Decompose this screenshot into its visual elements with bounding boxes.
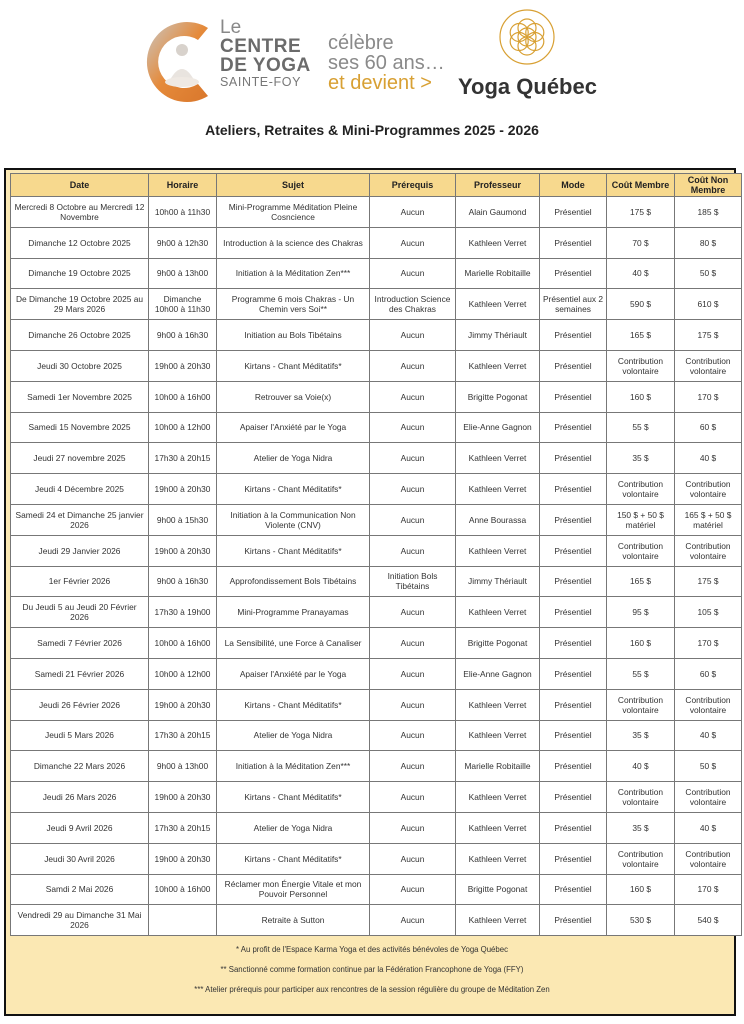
table-cell: 17h30 à 19h00 bbox=[149, 597, 217, 628]
table-cell: 175 $ bbox=[675, 566, 742, 597]
table-cell: Contribution volontaire bbox=[607, 782, 675, 813]
table-cell: Samdi 2 Mai 2026 bbox=[11, 874, 149, 905]
column-header: Horaire bbox=[149, 174, 217, 197]
table-cell: Samedi 21 Février 2026 bbox=[11, 658, 149, 689]
table-cell: 40 $ bbox=[607, 258, 675, 289]
table-cell: Aucun bbox=[370, 197, 456, 228]
table-cell: Introduction Science des Chakras bbox=[370, 289, 456, 320]
table-cell: Contribution volontaire bbox=[675, 689, 742, 720]
table-row bbox=[11, 720, 742, 751]
table-cell: Du Jeudi 5 au Jeudi 20 Février 2026 bbox=[11, 597, 149, 628]
header bbox=[0, 0, 744, 115]
table-cell: Présentiel bbox=[540, 197, 607, 228]
table-cell: Présentiel bbox=[540, 874, 607, 905]
table-cell: 80 $ bbox=[675, 227, 742, 258]
table-cell: Présentiel bbox=[540, 474, 607, 505]
table-cell: Aucun bbox=[370, 597, 456, 628]
table-cell: 35 $ bbox=[607, 720, 675, 751]
table-cell: Contribution volontaire bbox=[607, 535, 675, 566]
table-cell: Présentiel bbox=[540, 381, 607, 412]
table-cell: 55 $ bbox=[607, 658, 675, 689]
table-cell: 35 $ bbox=[607, 443, 675, 474]
table-cell: Contribution volontaire bbox=[607, 843, 675, 874]
table-cell: Dimanche 19 Octobre 2025 bbox=[11, 258, 149, 289]
table-cell: Jeudi 26 Mars 2026 bbox=[11, 782, 149, 813]
table-cell: Aucun bbox=[370, 751, 456, 782]
table-cell bbox=[149, 905, 217, 936]
table-cell: Retrouver sa Voie(x) bbox=[217, 381, 370, 412]
table-cell: Apaiser l'Anxiété par le Yoga bbox=[217, 412, 370, 443]
table-cell: Contribution volontaire bbox=[675, 843, 742, 874]
table-cell: Kathleen Verret bbox=[456, 227, 540, 258]
table-cell: Kirtans - Chant Méditatifs* bbox=[217, 474, 370, 505]
table-cell: Présentiel bbox=[540, 258, 607, 289]
table-cell: De Dimanche 19 Octobre 2025 au 29 Mars 2026 bbox=[11, 289, 149, 320]
column-header: Prérequis bbox=[370, 174, 456, 197]
table-row bbox=[11, 474, 742, 505]
table-cell: Contribution volontaire bbox=[675, 474, 742, 505]
table-cell: Kathleen Verret bbox=[456, 689, 540, 720]
table-cell: Aucun bbox=[370, 258, 456, 289]
table-cell: Samedi 7 Février 2026 bbox=[11, 628, 149, 659]
table-cell: Jeudi 30 Avril 2026 bbox=[11, 843, 149, 874]
table-cell: Aucun bbox=[370, 412, 456, 443]
table-cell: Kathleen Verret bbox=[456, 535, 540, 566]
table-row bbox=[11, 628, 742, 659]
table-cell: Présentiel bbox=[540, 443, 607, 474]
table-cell: 50 $ bbox=[675, 258, 742, 289]
table-cell: 165 $ + 50 $ matériel bbox=[675, 504, 742, 535]
table-cell: Mini-Programme Pranayamas bbox=[217, 597, 370, 628]
table-row bbox=[11, 535, 742, 566]
footnote: *** Atelier prérequis pour participer aux rencontres de la session régulière du groupe de Méditation Zen bbox=[194, 985, 550, 994]
table-cell: Aucun bbox=[370, 535, 456, 566]
table-cell: Présentiel bbox=[540, 812, 607, 843]
table-cell: Initiation au Bols Tibétains bbox=[217, 320, 370, 351]
table-cell: 9h00 à 12h30 bbox=[149, 227, 217, 258]
table-cell: 19h00 à 20h30 bbox=[149, 782, 217, 813]
table-cell: 150 $ + 50 $ matériel bbox=[607, 504, 675, 535]
table-row bbox=[11, 597, 742, 628]
table-row bbox=[11, 227, 742, 258]
table-cell: Présentiel bbox=[540, 782, 607, 813]
table-cell: Brigitte Pogonat bbox=[456, 381, 540, 412]
table-header-row bbox=[11, 174, 742, 197]
table-cell: 70 $ bbox=[607, 227, 675, 258]
table-row bbox=[11, 381, 742, 412]
table-cell: Réclamer mon Énergie Vitale et mon Pouvoir Personnel bbox=[217, 874, 370, 905]
table-cell: 165 $ bbox=[607, 566, 675, 597]
table-cell: Jeudi 4 Décembre 2025 bbox=[11, 474, 149, 505]
table-cell: 19h00 à 20h30 bbox=[149, 474, 217, 505]
table-cell: 17h30 à 20h15 bbox=[149, 443, 217, 474]
page-title: Ateliers, Retraites & Mini-Programmes 2025 - 2026 bbox=[205, 122, 539, 138]
yoga-quebec-logo bbox=[458, 8, 598, 108]
table-cell: Jimmy Thériault bbox=[456, 320, 540, 351]
table-cell: 540 $ bbox=[675, 905, 742, 936]
table-cell: Contribution volontaire bbox=[675, 350, 742, 381]
table-cell: 185 $ bbox=[675, 197, 742, 228]
table-cell: 160 $ bbox=[607, 381, 675, 412]
table-cell: Kathleen Verret bbox=[456, 782, 540, 813]
logo-centre: CENTRE bbox=[220, 36, 302, 57]
table-cell: Retraite à Sutton bbox=[217, 905, 370, 936]
table-cell: 105 $ bbox=[675, 597, 742, 628]
table-cell: Présentiel bbox=[540, 504, 607, 535]
table-cell: Kathleen Verret bbox=[456, 474, 540, 505]
table-cell: Jeudi 9 Avril 2026 bbox=[11, 812, 149, 843]
table-cell: La Sensibilité, une Force à Canaliser bbox=[217, 628, 370, 659]
table-cell: Initiation Bols Tibétains bbox=[370, 566, 456, 597]
table-cell: 1er Février 2026 bbox=[11, 566, 149, 597]
table-cell: 10h00 à 11h30 bbox=[149, 197, 217, 228]
table-row bbox=[11, 751, 742, 782]
table-cell: Présentiel bbox=[540, 843, 607, 874]
table-cell: 40 $ bbox=[675, 720, 742, 751]
table-cell: 19h00 à 20h30 bbox=[149, 535, 217, 566]
table-cell: 170 $ bbox=[675, 874, 742, 905]
table-cell: 17h30 à 20h15 bbox=[149, 720, 217, 751]
table-row bbox=[11, 258, 742, 289]
table-cell: Présentiel bbox=[540, 227, 607, 258]
table-row bbox=[11, 874, 742, 905]
table-cell: 60 $ bbox=[675, 412, 742, 443]
flower-of-life-icon bbox=[498, 8, 556, 66]
footnote: ** Sanctionné comme formation continue par la Fédération Francophone de Yoga (FFY) bbox=[220, 965, 524, 974]
table-cell: Aucun bbox=[370, 474, 456, 505]
table-row bbox=[11, 443, 742, 474]
table-cell: Présentiel bbox=[540, 720, 607, 751]
table-cell: Kathleen Verret bbox=[456, 350, 540, 381]
table-cell: Présentiel bbox=[540, 350, 607, 381]
table-cell: 10h00 à 12h00 bbox=[149, 412, 217, 443]
table-cell: Kirtans - Chant Méditatifs* bbox=[217, 689, 370, 720]
table-cell: Atelier de Yoga Nidra bbox=[217, 720, 370, 751]
table-cell: Contribution volontaire bbox=[607, 689, 675, 720]
table-cell: Jimmy Thériault bbox=[456, 566, 540, 597]
table-cell: Programme 6 mois Chakras - Un Chemin vers Soi** bbox=[217, 289, 370, 320]
table-cell: Contribution volontaire bbox=[607, 350, 675, 381]
table-cell: Introduction à la science des Chakras bbox=[217, 227, 370, 258]
table-cell: 175 $ bbox=[675, 320, 742, 351]
table-cell: Aucun bbox=[370, 227, 456, 258]
table-cell: Présentiel aux 2 semaines bbox=[540, 289, 607, 320]
table-cell: Jeudi 30 Octobre 2025 bbox=[11, 350, 149, 381]
centre-de-yoga-wordmark bbox=[220, 18, 311, 89]
table-cell: Apaiser l'Anxiété par le Yoga bbox=[217, 658, 370, 689]
table-cell: Présentiel bbox=[540, 597, 607, 628]
table-row bbox=[11, 566, 742, 597]
table-cell: Elie-Anne Gagnon bbox=[456, 412, 540, 443]
table-cell: Aucun bbox=[370, 782, 456, 813]
table-cell: Présentiel bbox=[540, 320, 607, 351]
table-cell: Mercredi 8 Octobre au Mercredi 12 Novembre bbox=[11, 197, 149, 228]
table-cell: Aucun bbox=[370, 658, 456, 689]
tagline-line-2: ses 60 ans… bbox=[328, 52, 445, 74]
table-row bbox=[11, 504, 742, 535]
table-cell: Présentiel bbox=[540, 628, 607, 659]
table-cell: Atelier de Yoga Nidra bbox=[217, 443, 370, 474]
table-cell: Aucun bbox=[370, 843, 456, 874]
table-cell: Kathleen Verret bbox=[456, 720, 540, 751]
table-cell: Kathleen Verret bbox=[456, 289, 540, 320]
table-cell: Aucun bbox=[370, 812, 456, 843]
table-cell: Samedi 1er Novembre 2025 bbox=[11, 381, 149, 412]
column-header: Sujet bbox=[217, 174, 370, 197]
table-cell: Kirtans - Chant Méditatifs* bbox=[217, 782, 370, 813]
column-header: Professeur bbox=[456, 174, 540, 197]
table-row bbox=[11, 689, 742, 720]
table-cell: Initiation à la Méditation Zen*** bbox=[217, 751, 370, 782]
table-cell: 165 $ bbox=[607, 320, 675, 351]
table-cell: Contribution volontaire bbox=[607, 474, 675, 505]
table-cell: 610 $ bbox=[675, 289, 742, 320]
table-cell: Atelier de Yoga Nidra bbox=[217, 812, 370, 843]
table-cell: Kirtans - Chant Méditatifs* bbox=[217, 843, 370, 874]
table-cell: 55 $ bbox=[607, 412, 675, 443]
column-header: Date bbox=[11, 174, 149, 197]
table-cell: Alain Gaumond bbox=[456, 197, 540, 228]
table-cell: Samedi 15 Novembre 2025 bbox=[11, 412, 149, 443]
table-cell: 10h00 à 16h00 bbox=[149, 381, 217, 412]
table-cell: Présentiel bbox=[540, 658, 607, 689]
table-cell: Anne Bourassa bbox=[456, 504, 540, 535]
table-cell: Aucun bbox=[370, 874, 456, 905]
anniversary-tagline bbox=[328, 33, 445, 93]
column-header: Mode bbox=[540, 174, 607, 197]
table-cell: 35 $ bbox=[607, 812, 675, 843]
table-cell: 160 $ bbox=[607, 628, 675, 659]
table-cell: 160 $ bbox=[607, 874, 675, 905]
tagline-line-3: et devient > bbox=[328, 72, 432, 94]
table-cell: 530 $ bbox=[607, 905, 675, 936]
footnote: * Au profit de l'Espace Karma Yoga et des activités bénévoles de Yoga Québec bbox=[236, 945, 508, 954]
table-cell: Samedi 24 et Dimanche 25 janvier 2026 bbox=[11, 504, 149, 535]
table-cell: Aucun bbox=[370, 689, 456, 720]
footnotes bbox=[6, 940, 738, 1000]
table-cell: Aucun bbox=[370, 905, 456, 936]
table-cell: 19h00 à 20h30 bbox=[149, 843, 217, 874]
yoga-quebec-wordmark: Yoga Québec bbox=[458, 74, 597, 99]
table-cell: 175 $ bbox=[607, 197, 675, 228]
table-cell: 9h00 à 13h00 bbox=[149, 751, 217, 782]
table-cell: Contribution volontaire bbox=[675, 535, 742, 566]
table-cell: Présentiel bbox=[540, 412, 607, 443]
table-cell: Dimanche 12 Octobre 2025 bbox=[11, 227, 149, 258]
table-cell: Kathleen Verret bbox=[456, 812, 540, 843]
table-cell: Mini-Programme Méditation Pleine Cosncience bbox=[217, 197, 370, 228]
centre-de-yoga-logo bbox=[146, 10, 316, 106]
table-cell: Présentiel bbox=[540, 689, 607, 720]
table-cell: Approfondissement Bols Tibétains bbox=[217, 566, 370, 597]
table-cell: Brigitte Pogonat bbox=[456, 874, 540, 905]
table-cell: 9h00 à 13h00 bbox=[149, 258, 217, 289]
table-cell: Aucun bbox=[370, 504, 456, 535]
table-cell: Aucun bbox=[370, 350, 456, 381]
table-cell: Kathleen Verret bbox=[456, 597, 540, 628]
table-cell: Présentiel bbox=[540, 751, 607, 782]
table-row bbox=[11, 812, 742, 843]
table-cell: Jeudi 27 novembre 2025 bbox=[11, 443, 149, 474]
table-cell: Dimanche 22 Mars 2026 bbox=[11, 751, 149, 782]
table-row bbox=[11, 350, 742, 381]
table-cell: 40 $ bbox=[607, 751, 675, 782]
column-header: Coût Membre bbox=[607, 174, 675, 197]
table-row bbox=[11, 412, 742, 443]
table-row bbox=[11, 782, 742, 813]
tagline-line-1: célèbre bbox=[328, 32, 394, 54]
table-cell: 10h00 à 12h00 bbox=[149, 658, 217, 689]
table-cell: Kathleen Verret bbox=[456, 905, 540, 936]
table-cell: Jeudi 5 Mars 2026 bbox=[11, 720, 149, 751]
column-header: Coût Non Membre bbox=[675, 174, 742, 197]
table-cell: 10h00 à 16h00 bbox=[149, 628, 217, 659]
table-cell: 95 $ bbox=[607, 597, 675, 628]
table-cell: 50 $ bbox=[675, 751, 742, 782]
table-cell: Brigitte Pogonat bbox=[456, 628, 540, 659]
logo-de-yoga: DE YOGA bbox=[220, 55, 311, 76]
table-cell: Jeudi 29 Janvier 2026 bbox=[11, 535, 149, 566]
table-cell: Contribution volontaire bbox=[675, 782, 742, 813]
table-cell: Kathleen Verret bbox=[456, 443, 540, 474]
table-row bbox=[11, 843, 742, 874]
table-cell: Dimanche 26 Octobre 2025 bbox=[11, 320, 149, 351]
table-cell: 170 $ bbox=[675, 381, 742, 412]
table-row bbox=[11, 905, 742, 936]
table-row bbox=[11, 197, 742, 228]
table-row bbox=[11, 320, 742, 351]
schedule-table bbox=[10, 173, 742, 936]
schedule-frame bbox=[4, 168, 736, 1016]
table-cell: Dimanche 10h00 à 11h30 bbox=[149, 289, 217, 320]
table-cell: 10h00 à 16h00 bbox=[149, 874, 217, 905]
table-cell: Elie-Anne Gagnon bbox=[456, 658, 540, 689]
logo-sainte-foy: SAINTE-FOY bbox=[220, 75, 302, 89]
logo-le: Le bbox=[220, 17, 242, 38]
meditating-figure-c-logo-icon bbox=[146, 18, 224, 106]
table-cell: 9h00 à 15h30 bbox=[149, 504, 217, 535]
table-cell: 19h00 à 20h30 bbox=[149, 350, 217, 381]
table-cell: Marielle Robitaille bbox=[456, 258, 540, 289]
table-cell: Marielle Robitaille bbox=[456, 751, 540, 782]
table-cell: Initiation à la Méditation Zen*** bbox=[217, 258, 370, 289]
table-cell: 170 $ bbox=[675, 628, 742, 659]
table-cell: Kirtans - Chant Méditatifs* bbox=[217, 350, 370, 381]
table-cell: Vendredi 29 au Dimanche 31 Mai 2026 bbox=[11, 905, 149, 936]
table-cell: 17h30 à 20h15 bbox=[149, 812, 217, 843]
table-cell: 60 $ bbox=[675, 658, 742, 689]
table-cell: 590 $ bbox=[607, 289, 675, 320]
table-cell: 19h00 à 20h30 bbox=[149, 689, 217, 720]
table-cell: Aucun bbox=[370, 720, 456, 751]
table-cell: Présentiel bbox=[540, 566, 607, 597]
table-cell: Présentiel bbox=[540, 535, 607, 566]
table-cell: 40 $ bbox=[675, 812, 742, 843]
table-cell: Aucun bbox=[370, 381, 456, 412]
table-cell: Kathleen Verret bbox=[456, 843, 540, 874]
table-cell: 9h00 à 16h30 bbox=[149, 566, 217, 597]
table-cell: Aucun bbox=[370, 443, 456, 474]
table-row bbox=[11, 289, 742, 320]
table-cell: Initiation à la Communication Non Violente (CNV) bbox=[217, 504, 370, 535]
table-cell: Aucun bbox=[370, 628, 456, 659]
table-row bbox=[11, 658, 742, 689]
table-cell: 9h00 à 16h30 bbox=[149, 320, 217, 351]
table-cell: Kirtans - Chant Méditatifs* bbox=[217, 535, 370, 566]
table-cell: Aucun bbox=[370, 320, 456, 351]
table-cell: Présentiel bbox=[540, 905, 607, 936]
table-cell: Jeudi 26 Février 2026 bbox=[11, 689, 149, 720]
table-cell: 40 $ bbox=[675, 443, 742, 474]
